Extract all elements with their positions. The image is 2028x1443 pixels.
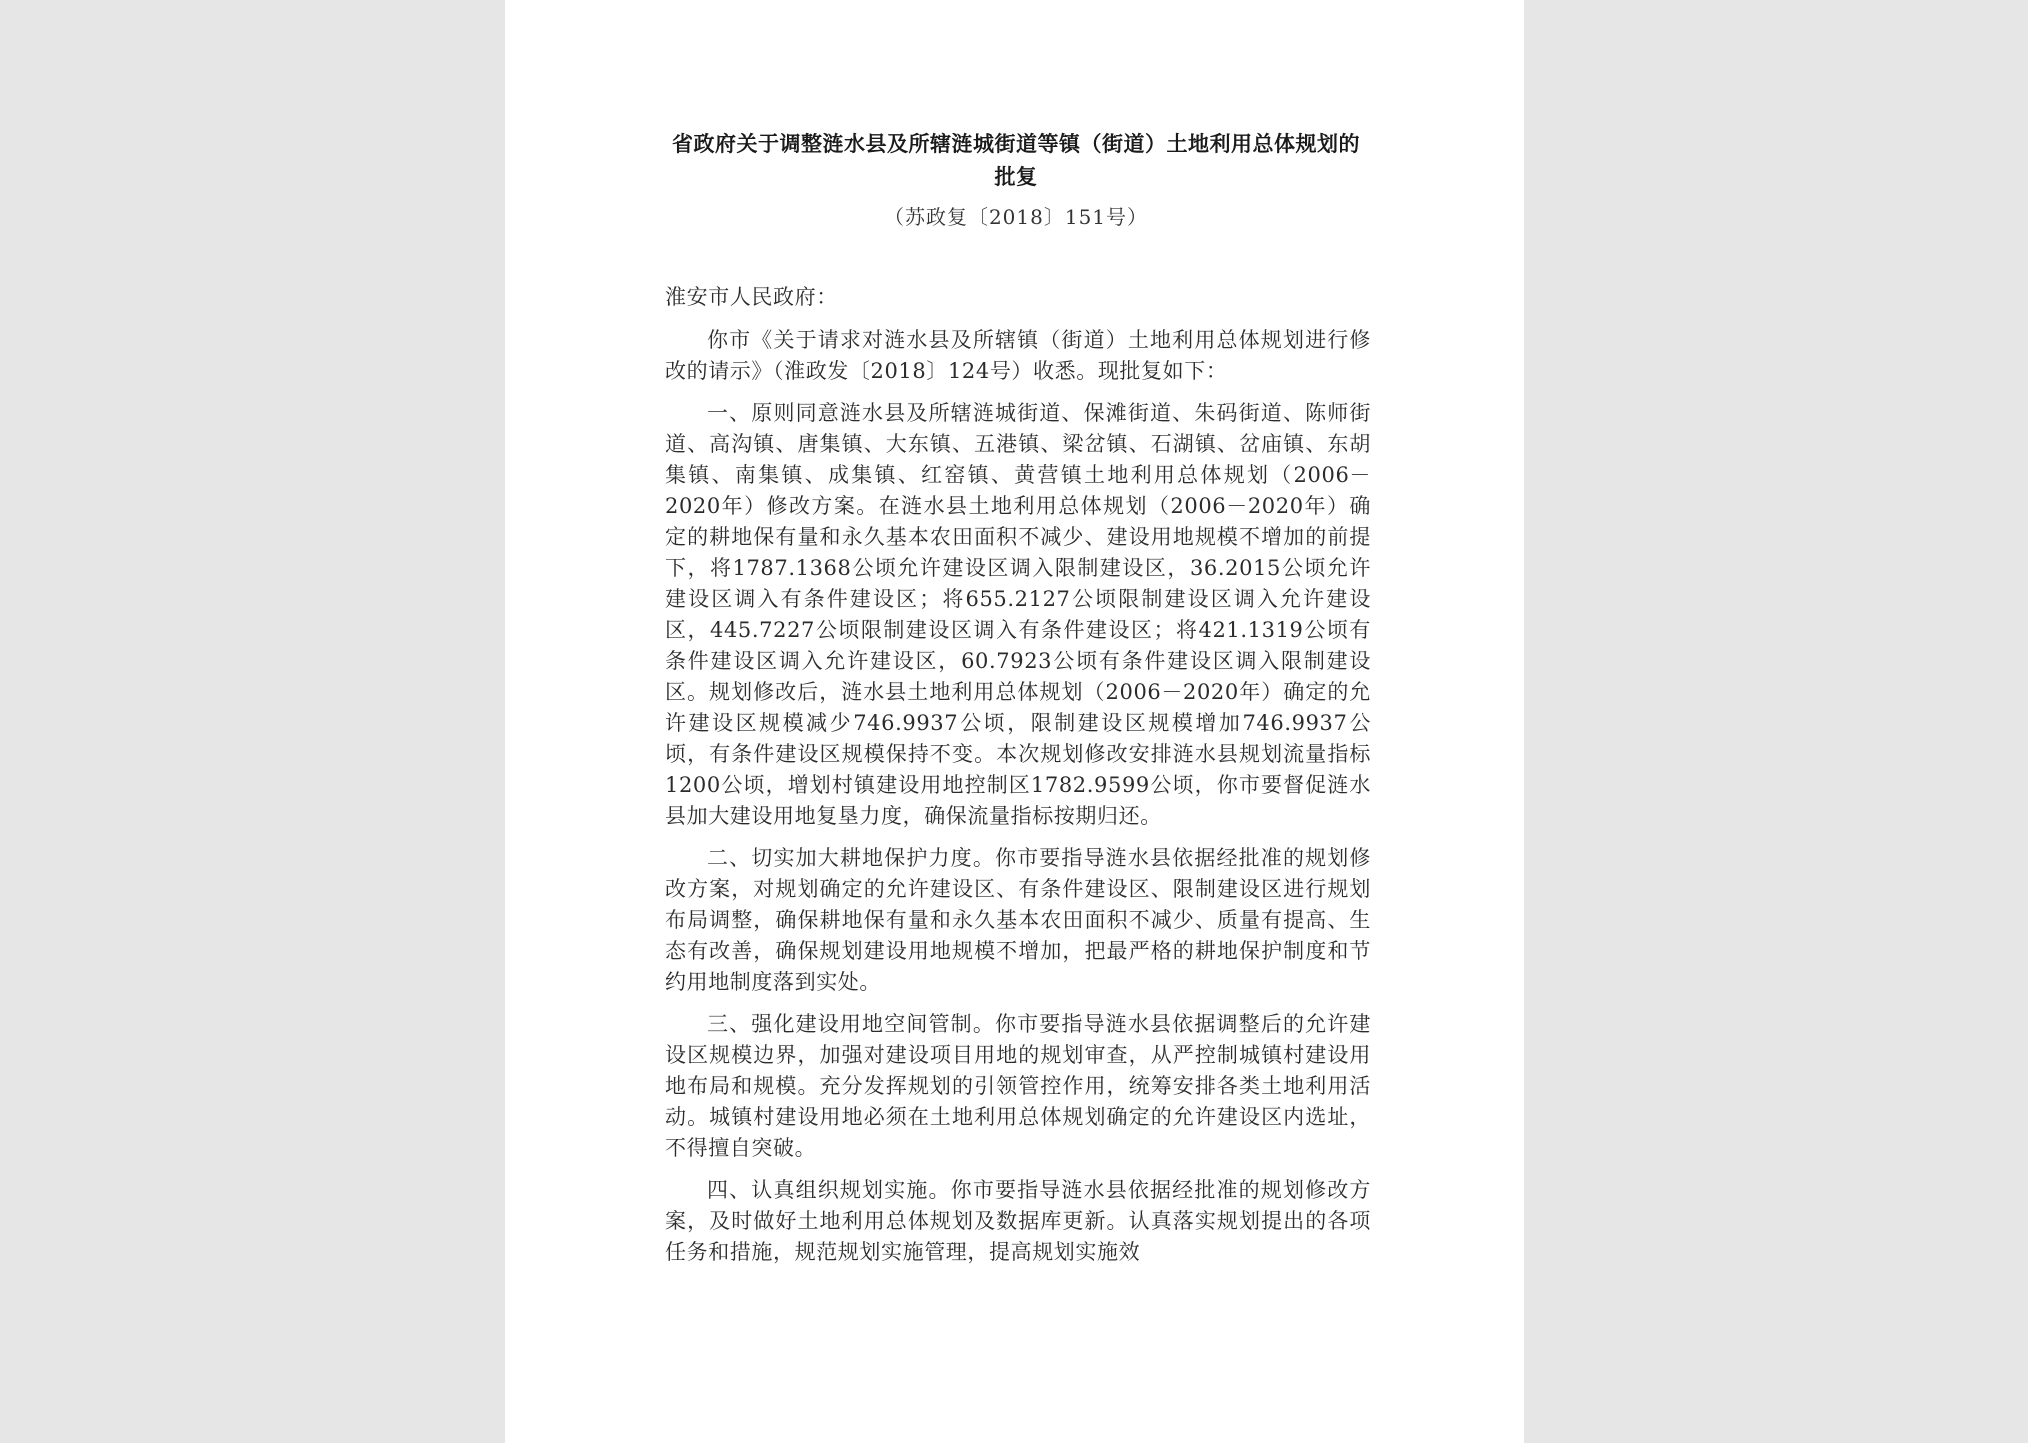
salutation: 淮安市人民政府： xyxy=(665,285,838,309)
paragraph-intro: 你市《关于请求对涟水县及所辖镇（街道）土地利用总体规划进行修改的请示》（淮政发〔2018〕124号）收悉。现批复如下： xyxy=(665,328,1371,383)
paragraph-item-1: 一、原则同意涟水县及所辖涟城街道、保滩街道、朱码街道、陈师街道、高沟镇、唐集镇、大东镇、五港镇、梁岔镇、石湖镇、岔庙镇、东胡集镇、南集镇、成集镇、红窑镇、黄营镇土地利用总体规划（2006－2020年）修改方案。在涟水县土地利用总体规划（2006－2020年）确定的耕地保有量和永久基本农田面积不减少、建设用地规模不增加的前提下，将1787.1368公顷允许建设区调入限制建设区，36.2015公顷允许建设区调入有条件建设区；将655.2127公顷限制建设区调入允许建设区，445.7227公顷限制建设区调入有条件建设区；将421.1319公顷有条件建设区调入允许建设区，60.7923公顷有条件建设区调入限制建设区。规划修改后，涟水县土地利用总体规划（2006－2020年）确定的允许建设区规模减少746.9937公顷，限制建设区规模增加746.9937公顷，有条件建设区规模保持不变。本次规划修改安排涟水县规划流量指标1200公顷，增划村镇建设用地控制区1782.9599公顷，你市要督促涟水县加大建设用地复垦力度，确保流量指标按期归还。 xyxy=(665,401,1371,828)
document-title: 省政府关于调整涟水县及所辖涟城街道等镇（街道）土地利用总体规划的批复 xyxy=(672,132,1360,189)
document-number: （苏政复〔2018〕151号） xyxy=(883,205,1149,229)
paragraph-item-2: 二、切实加大耕地保护力度。你市要指导涟水县依据经批准的规划修改方案，对规划确定的允许建设区、有条件建设区、限制建设区进行规划布局调整，确保耕地保有量和永久基本农田面积不减少、质量有提高、生态有改善，确保规划建设用地规模不增加，把最严格的耕地保护制度和节约用地制度落到实处。 xyxy=(665,846,1371,994)
document-body xyxy=(665,282,1371,1279)
paragraph-item-4: 四、认真组织规划实施。你市要指导涟水县依据经批准的规划修改方案，及时做好土地利用总体规划及数据库更新。认真落实规划提出的各项任务和措施，规范规划实施管理，提高规划实施效 xyxy=(665,1178,1371,1264)
document-page xyxy=(505,0,1524,1443)
paragraph-item-3: 三、强化建设用地空间管制。你市要指导涟水县依据调整后的允许建设区规模边界，加强对建设项目用地的规划审查，从严控制城镇村建设用地布局和规模。充分发挥规划的引领管控作用，统筹安排各类土地利用活动。城镇村建设用地必须在土地利用总体规划确定的允许建设区内选址，不得擅自突破。 xyxy=(665,1012,1371,1160)
